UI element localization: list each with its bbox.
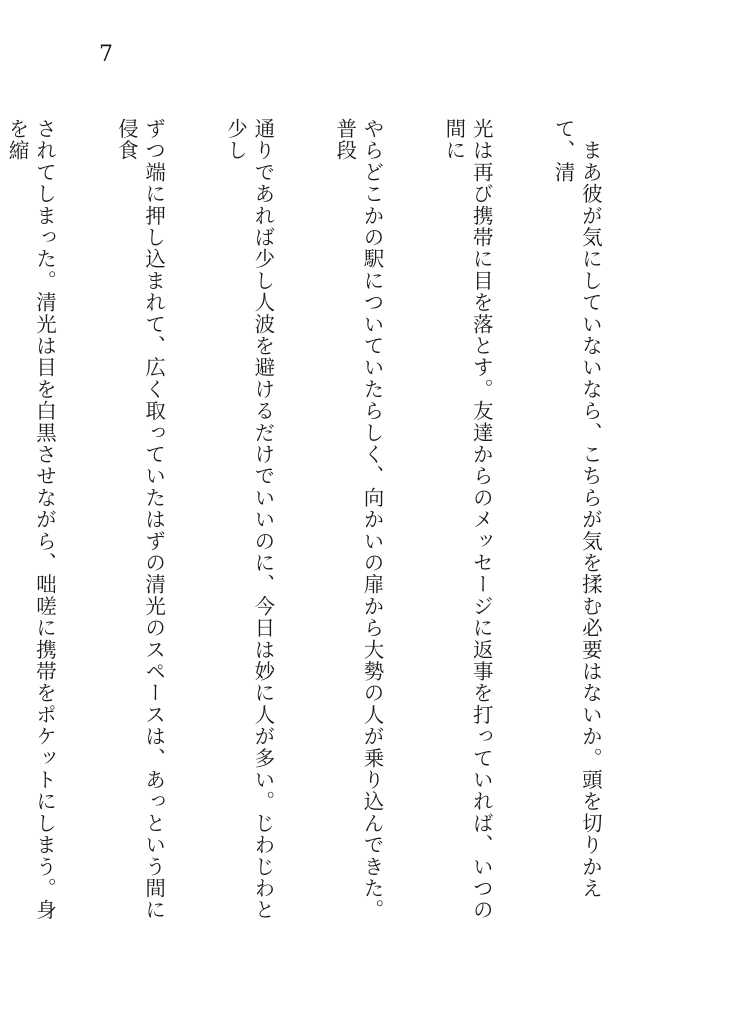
text-line: やらどこかの駅についていたらしく、向かいの扉から大勢の人が乗り込んできた。普段 <box>332 118 385 921</box>
body-text <box>5 118 658 938</box>
page-number: 7 <box>99 42 113 67</box>
text-line: されてしまった。清光は目を白黒させながら、咄嗟に携帯をポケットにしまう。身を縮 <box>5 118 57 921</box>
text-line: 通りであれば少し人波を避けるだけでいいのに、今日は妙に人が多い。じわじわと少し <box>223 118 275 921</box>
text-line: 光は再び携帯に目を落とす。友達からのメッセージに返事を打っていれば、いつの間に <box>441 118 494 921</box>
text-line: まあ彼が気にしていないなら、こちらが気を揉む必要はないか。頭を切りかえて、清 <box>551 118 603 900</box>
text-line: ずつ端に押し込まれて、広く取っていたはずの清光のスペースは、あっという間に侵食 <box>114 118 166 921</box>
